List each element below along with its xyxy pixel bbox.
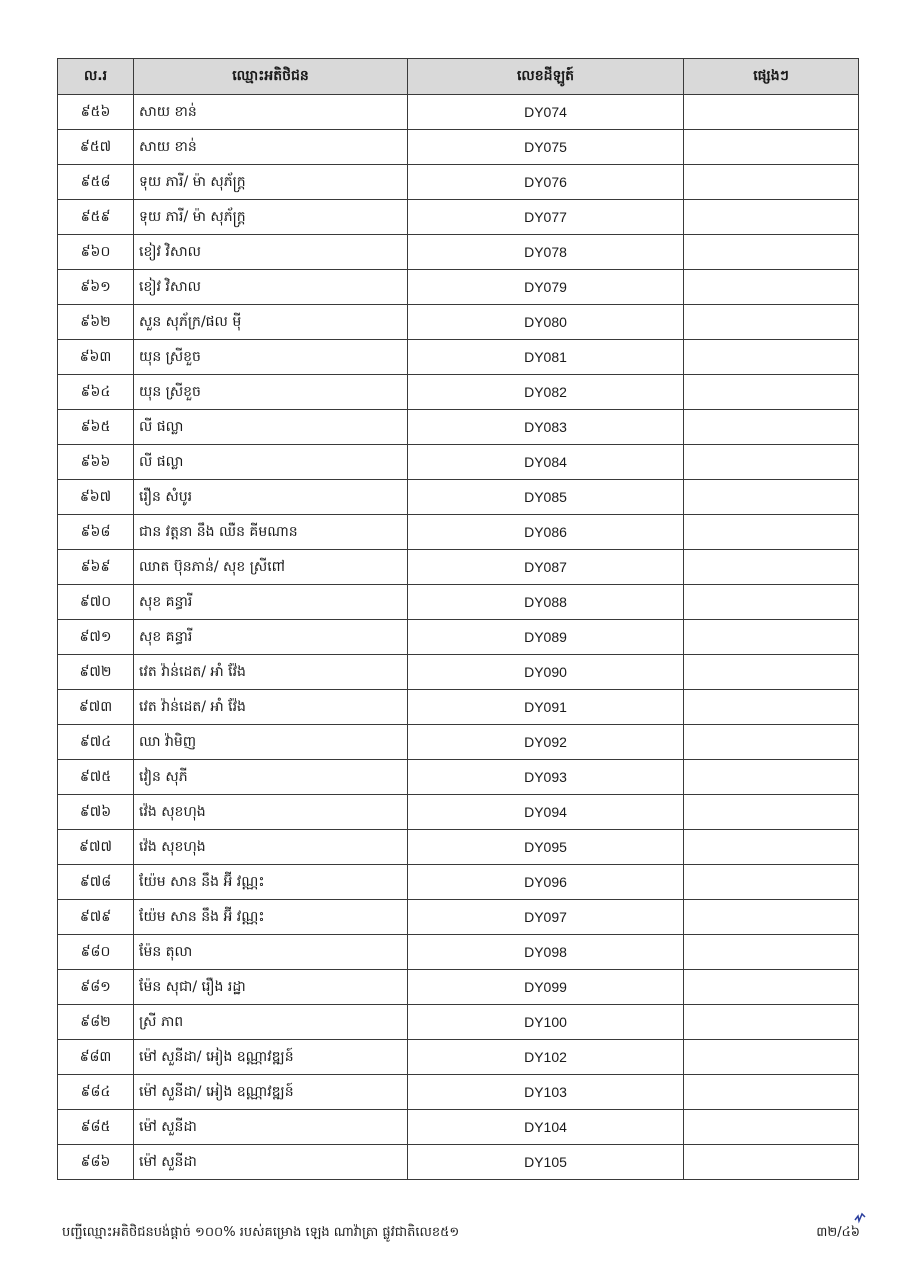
row-number: ៩៥៩: [58, 200, 134, 235]
row-other: [684, 1075, 859, 1110]
row-plot-number: DY088: [408, 585, 684, 620]
table-row: [58, 655, 859, 690]
row-other: [684, 480, 859, 515]
table-row: [58, 515, 859, 550]
table-row: [58, 445, 859, 480]
table-row: [58, 795, 859, 830]
row-number: ៩៧០: [58, 585, 134, 620]
row-customer-name: សួន សុភ័ក្រ/ផល ម៉ី: [134, 305, 408, 340]
row-plot-number: DY083: [408, 410, 684, 445]
row-other: [684, 515, 859, 550]
row-customer-name: ម៉ៅ សួនីដា/ អៀង ឧណ្ណាវឌ្ឍន៍: [134, 1075, 408, 1110]
row-number: ៩៨២: [58, 1005, 134, 1040]
row-customer-name: ទុយ ភារី/ ម៉ា សុភ័ក្ត្រ: [134, 200, 408, 235]
row-plot-number: DY076: [408, 165, 684, 200]
row-number: ៩៨៦: [58, 1145, 134, 1180]
row-other: [684, 340, 859, 375]
handwritten-mark-icon: [853, 1210, 867, 1224]
row-customer-name: ទុយ ភារី/ ម៉ា សុភ័ក្ត្រ: [134, 165, 408, 200]
header-plot-number: លេខដីឡូត៍: [408, 59, 684, 95]
row-number: ៩៦០: [58, 235, 134, 270]
row-plot-number: DY081: [408, 340, 684, 375]
row-number: ៩៦៦: [58, 445, 134, 480]
row-plot-number: DY077: [408, 200, 684, 235]
table-row: [58, 970, 859, 1005]
row-other: [684, 795, 859, 830]
row-other: [684, 935, 859, 970]
row-plot-number: DY105: [408, 1145, 684, 1180]
row-number: ៩៧៦: [58, 795, 134, 830]
row-other: [684, 445, 859, 480]
footer-caption: បញ្ជីឈ្មោះអតិថិជនបង់ផ្តាច់ ១០០% របស់គម្រោង ឡេង ណាវ៉ាត្រា ផ្លូវជាតិលេខ៥១: [62, 1225, 460, 1240]
row-other: [684, 410, 859, 445]
row-plot-number: DY104: [408, 1110, 684, 1145]
row-other: [684, 655, 859, 690]
table-row: [58, 900, 859, 935]
row-number: ៩៧៨: [58, 865, 134, 900]
row-other: [684, 1145, 859, 1180]
table-row: [58, 725, 859, 760]
row-customer-name: ឈា វ៉ាមិញ: [134, 725, 408, 760]
row-customer-name: វេត វ៉ាន់ដេត/ អាំ វ៉ែង: [134, 655, 408, 690]
table-row: [58, 1005, 859, 1040]
row-number: ៩៦៤: [58, 375, 134, 410]
table-row: [58, 375, 859, 410]
row-plot-number: DY087: [408, 550, 684, 585]
row-customer-name: វេត វ៉ាន់ដេត/ អាំ វ៉ែង: [134, 690, 408, 725]
row-customer-name: ឈាត ប៊ុនភាន់/ សុខ ស្រីពៅ: [134, 550, 408, 585]
row-other: [684, 1005, 859, 1040]
row-other: [684, 970, 859, 1005]
row-other: [684, 235, 859, 270]
row-plot-number: DY086: [408, 515, 684, 550]
row-other: [684, 1110, 859, 1145]
table-row: [58, 935, 859, 970]
row-plot-number: DY079: [408, 270, 684, 305]
row-customer-name: យុន ស្រីខួច: [134, 375, 408, 410]
row-other: [684, 305, 859, 340]
table-row: [58, 270, 859, 305]
table-row: [58, 1075, 859, 1110]
row-customer-name: ខៀវ វិសាល: [134, 270, 408, 305]
row-plot-number: DY078: [408, 235, 684, 270]
row-plot-number: DY103: [408, 1075, 684, 1110]
row-other: [684, 165, 859, 200]
table-header-row: [58, 59, 859, 95]
row-number: ៩៦៥: [58, 410, 134, 445]
row-number: ៩៨៥: [58, 1110, 134, 1145]
customer-table-container: [57, 58, 858, 1180]
row-customer-name: សុខ គន្ធារី: [134, 620, 408, 655]
row-number: ៩៦៨: [58, 515, 134, 550]
table-row: [58, 690, 859, 725]
header-customer-name: ឈ្មោះអតិថិជន: [134, 59, 408, 95]
header-number: ល.រ: [58, 59, 134, 95]
table-row: [58, 480, 859, 515]
row-customer-name: សាយ ខាន់: [134, 130, 408, 165]
row-other: [684, 550, 859, 585]
row-customer-name: លី ផល្លា: [134, 445, 408, 480]
row-number: ៩៧៩: [58, 900, 134, 935]
table-row: [58, 585, 859, 620]
row-number: ៩៥៨: [58, 165, 134, 200]
row-other: [684, 1040, 859, 1075]
row-number: ៩៨៣: [58, 1040, 134, 1075]
row-customer-name: វៀន សុភី: [134, 760, 408, 795]
table-row: [58, 340, 859, 375]
row-customer-name: ជាន វត្តនា នឹង ឈឺន គីមណាន: [134, 515, 408, 550]
row-plot-number: DY084: [408, 445, 684, 480]
row-customer-name: ស្រី ភាព: [134, 1005, 408, 1040]
row-other: [684, 830, 859, 865]
row-number: ៩៨០: [58, 935, 134, 970]
table-row: [58, 865, 859, 900]
row-plot-number: DY098: [408, 935, 684, 970]
row-number: ៩៧៥: [58, 760, 134, 795]
table-row: [58, 760, 859, 795]
table-row: [58, 830, 859, 865]
row-plot-number: DY074: [408, 95, 684, 130]
row-customer-name: ម៉ៅ សួនីដា: [134, 1110, 408, 1145]
row-other: [684, 620, 859, 655]
row-plot-number: DY089: [408, 620, 684, 655]
page-number: ៣២/៤៦: [816, 1225, 860, 1240]
row-plot-number: DY091: [408, 690, 684, 725]
row-customer-name: យ៉ែម សាន នឹង អ៊ី វណ្ណះ: [134, 900, 408, 935]
table-row: [58, 165, 859, 200]
row-number: ៩៦៣: [58, 340, 134, 375]
row-other: [684, 200, 859, 235]
table-row: [58, 1110, 859, 1145]
row-customer-name: យុន ស្រីខួច: [134, 340, 408, 375]
row-number: ៩៧៤: [58, 725, 134, 760]
table-body: [58, 95, 859, 1180]
row-other: [684, 270, 859, 305]
row-customer-name: ម៉ែន តុលា: [134, 935, 408, 970]
table-row: [58, 130, 859, 165]
row-other: [684, 725, 859, 760]
row-customer-name: វ៉េង សុខហុង: [134, 795, 408, 830]
row-plot-number: DY092: [408, 725, 684, 760]
row-customer-name: រឿន សំបូរ: [134, 480, 408, 515]
row-plot-number: DY093: [408, 760, 684, 795]
row-other: [684, 130, 859, 165]
row-plot-number: DY082: [408, 375, 684, 410]
row-customer-name: សុខ គន្ធារី: [134, 585, 408, 620]
row-customer-name: ម៉ៅ សួនីដា/ អៀង ឧណ្ណាវឌ្ឍន៍: [134, 1040, 408, 1075]
row-number: ៩៦៩: [58, 550, 134, 585]
row-customer-name: វ៉េង សុខហុង: [134, 830, 408, 865]
row-number: ៩៦២: [58, 305, 134, 340]
row-number: ៩៧២: [58, 655, 134, 690]
row-number: ៩៧៣: [58, 690, 134, 725]
row-other: [684, 760, 859, 795]
row-customer-name: លី ផល្លា: [134, 410, 408, 445]
row-number: ៩៦៧: [58, 480, 134, 515]
table-row: [58, 200, 859, 235]
table-row: [58, 1145, 859, 1180]
row-other: [684, 585, 859, 620]
row-plot-number: DY094: [408, 795, 684, 830]
row-other: [684, 865, 859, 900]
row-plot-number: DY075: [408, 130, 684, 165]
row-plot-number: DY080: [408, 305, 684, 340]
row-plot-number: DY102: [408, 1040, 684, 1075]
row-customer-name: ខៀវ វិសាល: [134, 235, 408, 270]
row-number: ៩៨៤: [58, 1075, 134, 1110]
row-other: [684, 95, 859, 130]
row-customer-name: ម៉ៅ សួនីដា: [134, 1145, 408, 1180]
table-row: [58, 305, 859, 340]
row-other: [684, 375, 859, 410]
row-plot-number: DY085: [408, 480, 684, 515]
customer-table: [57, 58, 859, 1180]
table-row: [58, 235, 859, 270]
row-number: ៩៨១: [58, 970, 134, 1005]
table-row: [58, 410, 859, 445]
table-row: [58, 550, 859, 585]
row-number: ៩៦១: [58, 270, 134, 305]
table-row: [58, 620, 859, 655]
row-number: ៩៧៧: [58, 830, 134, 865]
row-customer-name: ម៉ែន សុជា/ រឿង រដ្ឋា: [134, 970, 408, 1005]
row-plot-number: DY090: [408, 655, 684, 690]
row-plot-number: DY096: [408, 865, 684, 900]
table-row: [58, 95, 859, 130]
row-plot-number: DY097: [408, 900, 684, 935]
row-number: ៩៧១: [58, 620, 134, 655]
row-number: ៩៥៦: [58, 95, 134, 130]
row-number: ៩៥៧: [58, 130, 134, 165]
row-plot-number: DY099: [408, 970, 684, 1005]
header-other: ផ្សេងៗ: [684, 59, 859, 95]
row-plot-number: DY095: [408, 830, 684, 865]
row-plot-number: DY100: [408, 1005, 684, 1040]
row-customer-name: យ៉ែម សាន នឹង អ៊ី វណ្ណះ: [134, 865, 408, 900]
row-other: [684, 900, 859, 935]
row-other: [684, 690, 859, 725]
row-customer-name: សាយ ខាន់: [134, 95, 408, 130]
table-row: [58, 1040, 859, 1075]
